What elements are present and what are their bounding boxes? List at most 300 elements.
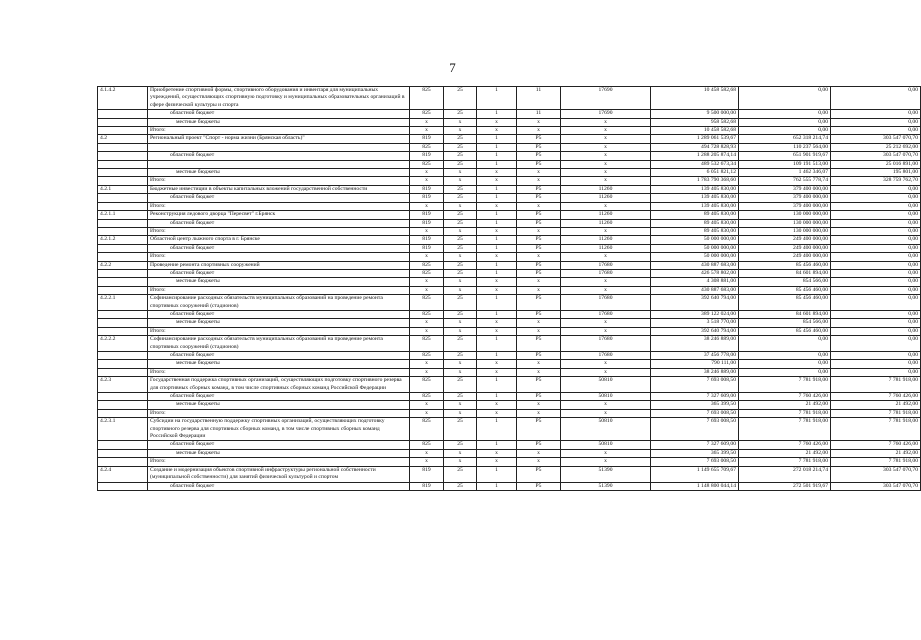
- row-code: 4.2: [98, 135, 148, 143]
- row-ds: P5: [517, 135, 561, 143]
- row-ds: х: [517, 227, 561, 235]
- row-value-2: 1 462 346,07: [739, 169, 831, 177]
- row-cs: 51390: [561, 466, 651, 482]
- row-value-2: 84 601 894,00: [739, 269, 831, 277]
- row-grbs: х: [410, 127, 444, 135]
- row-value-2: 249 400 000,00: [739, 236, 831, 244]
- row-pr: х: [477, 327, 517, 335]
- row-value-1: 1 289 061 539,67: [651, 135, 739, 143]
- row-grbs: 819: [410, 219, 444, 227]
- row-cs: х: [561, 127, 651, 135]
- row-value-2: 85 456 460,00: [739, 286, 831, 294]
- row-rz: х: [444, 278, 477, 286]
- row-name: областной бюджет: [148, 393, 410, 401]
- row-name: Государственная поддержка спортивных организаций, осуществляющих подготовку спортивного резерва для спортивных сборных команд, в том числе спортивных сборных команд Российской Федерации: [148, 377, 410, 393]
- row-name: областной бюджет: [148, 269, 410, 277]
- row-code: [98, 110, 148, 118]
- row-value-2: 130 000 000,00: [739, 219, 831, 227]
- table-row: [98, 185, 921, 193]
- row-grbs: 819: [410, 185, 444, 193]
- row-pr: 1: [477, 160, 517, 168]
- row-name: областной бюджет: [148, 219, 410, 227]
- row-value-1: 392 640 794,00: [651, 327, 739, 335]
- row-value-1: 4 308 881,00: [651, 278, 739, 286]
- row-value-2: 272 018 214,74: [739, 466, 831, 482]
- row-value-1: 6 051 821,12: [651, 169, 739, 177]
- row-cs: 11260: [561, 185, 651, 193]
- row-ds: P5: [517, 236, 561, 244]
- total-row: [98, 368, 921, 376]
- row-pr: 1: [477, 143, 517, 151]
- row-pr: 1: [477, 87, 517, 110]
- row-code: [98, 227, 148, 235]
- row-rz: 25: [444, 418, 477, 441]
- row-ds: P5: [517, 377, 561, 393]
- row-value-1: 489 532 673,34: [651, 160, 739, 168]
- row-rz: х: [444, 286, 477, 294]
- row-name: Итого:: [148, 327, 410, 335]
- total-row: [98, 227, 921, 235]
- row-grbs: х: [410, 177, 444, 185]
- row-grbs: 825: [410, 87, 444, 110]
- row-grbs: 825: [410, 377, 444, 393]
- row-pr: 1: [477, 466, 517, 482]
- row-pr: х: [477, 169, 517, 177]
- row-name: областной бюджет: [148, 482, 410, 490]
- row-value-2: 7 781 918,00: [739, 458, 831, 466]
- row-rz: х: [444, 253, 477, 261]
- table-row: [98, 219, 921, 227]
- row-code: 4.2.4: [98, 466, 148, 482]
- row-value-2: 379 400 000,00: [739, 202, 831, 210]
- row-value-1: 365 399,50: [651, 401, 739, 409]
- row-name: Субсидии на государственную поддержку спортивных организаций, осуществляющих подготовку спортивного резерва для спортивных сборных команд, в том числе спортивных сборных команд Российской Федерации: [148, 418, 410, 441]
- row-grbs: х: [410, 118, 444, 126]
- row-rz: х: [444, 118, 477, 126]
- row-code: [98, 319, 148, 327]
- row-name: Итого:: [148, 127, 410, 135]
- row-grbs: х: [410, 286, 444, 294]
- row-ds: х: [517, 401, 561, 409]
- row-cs: х: [561, 160, 651, 168]
- row-code: [98, 352, 148, 360]
- table-row: [98, 310, 921, 318]
- row-name: Итого:: [148, 409, 410, 417]
- row-name: областной бюджет: [148, 352, 410, 360]
- row-rz: 25: [444, 244, 477, 252]
- row-value-1: 10 458 582,68: [651, 87, 739, 110]
- row-name: Итого:: [148, 458, 410, 466]
- row-pr: х: [477, 409, 517, 417]
- row-value-2: 85 456 460,00: [739, 327, 831, 335]
- row-value-2: 0,00: [739, 127, 831, 135]
- row-value-2: 854 566,00: [739, 319, 831, 327]
- row-code: 4.2.2: [98, 261, 148, 269]
- row-rz: 25: [444, 393, 477, 401]
- row-value-1: 89 405 830,00: [651, 219, 739, 227]
- table-row: [98, 418, 921, 441]
- row-value-1: 89 405 830,00: [651, 211, 739, 219]
- row-ds: P5: [517, 336, 561, 352]
- row-grbs: 819: [410, 135, 444, 143]
- page-number: 7: [449, 60, 456, 75]
- row-value-1: 7 693 008,50: [651, 409, 739, 417]
- row-cs: 17680: [561, 352, 651, 360]
- row-value-3: 195 801,00: [831, 169, 921, 177]
- row-code: 4.2.3.1: [98, 418, 148, 441]
- row-ds: х: [517, 327, 561, 335]
- row-ds: х: [517, 202, 561, 210]
- row-ds: P5: [517, 441, 561, 449]
- row-value-3: 0,00: [831, 336, 921, 352]
- row-value-1: 50 000 000,00: [651, 253, 739, 261]
- row-pr: 1: [477, 441, 517, 449]
- row-cs: 11260: [561, 236, 651, 244]
- row-grbs: 825: [410, 143, 444, 151]
- row-rz: х: [444, 368, 477, 376]
- row-cs: 50810: [561, 418, 651, 441]
- row-value-2: 21 492,00: [739, 401, 831, 409]
- row-value-2: 0,00: [739, 368, 831, 376]
- row-value-3: 7 760 426,00: [831, 441, 921, 449]
- table-row: [98, 211, 921, 219]
- row-name: местные бюджеты: [148, 319, 410, 327]
- row-value-1: 430 887 683,00: [651, 286, 739, 294]
- row-value-1: 50 000 000,00: [651, 236, 739, 244]
- row-value-2: 21 492,00: [739, 449, 831, 457]
- table-row: [98, 261, 921, 269]
- row-code: [98, 202, 148, 210]
- row-grbs: 819: [410, 152, 444, 160]
- row-value-1: 89 405 830,00: [651, 227, 739, 235]
- row-value-3: 0,00: [831, 118, 921, 126]
- row-code: [98, 401, 148, 409]
- table-row: [98, 110, 921, 118]
- row-code: 4.1.4.2: [98, 87, 148, 110]
- row-cs: х: [561, 327, 651, 335]
- row-code: [98, 269, 148, 277]
- row-grbs: 825: [410, 352, 444, 360]
- row-value-1: 9 500 000,00: [651, 110, 739, 118]
- row-grbs: х: [410, 202, 444, 210]
- row-value-1: 7 327 609,00: [651, 441, 739, 449]
- row-value-1: 38 246 889,00: [651, 336, 739, 352]
- row-pr: 1: [477, 261, 517, 269]
- row-grbs: х: [410, 449, 444, 457]
- row-ds: P5: [517, 269, 561, 277]
- row-value-1: 139 405 830,00: [651, 194, 739, 202]
- row-pr: х: [477, 458, 517, 466]
- row-ds: P5: [517, 261, 561, 269]
- row-rz: 25: [444, 87, 477, 110]
- row-ds: х: [517, 127, 561, 135]
- row-cs: 11260: [561, 219, 651, 227]
- row-ds: х: [517, 118, 561, 126]
- row-rz: 25: [444, 160, 477, 168]
- row-pr: 1: [477, 418, 517, 441]
- row-value-1: 3 518 770,00: [651, 319, 739, 327]
- table-row: [98, 449, 921, 457]
- row-ds: х: [517, 368, 561, 376]
- row-name: областной бюджет: [148, 244, 410, 252]
- row-value-3: 0,00: [831, 194, 921, 202]
- row-pr: х: [477, 401, 517, 409]
- row-name: Проведение ремонта спортивных сооружений: [148, 261, 410, 269]
- total-row: [98, 458, 921, 466]
- row-rz: х: [444, 401, 477, 409]
- row-code: [98, 441, 148, 449]
- row-rz: 25: [444, 185, 477, 193]
- row-code: 4.2.1.1: [98, 211, 148, 219]
- row-grbs: 825: [410, 261, 444, 269]
- row-value-3: 21 492,00: [831, 401, 921, 409]
- row-grbs: х: [410, 360, 444, 368]
- row-value-1: 365 399,50: [651, 449, 739, 457]
- row-value-3: 7 760 426,00: [831, 393, 921, 401]
- row-grbs: 825: [410, 295, 444, 311]
- row-value-3: 0,00: [831, 261, 921, 269]
- row-code: [98, 393, 148, 401]
- total-row: [98, 177, 921, 185]
- row-name: Создание и модернизация объектов спортивной инфраструктуры региональной собственности (муниципальной собственности) для занятий физической культурой и спортом: [148, 466, 410, 482]
- row-ds: P5: [517, 310, 561, 318]
- row-pr: 1: [477, 152, 517, 160]
- row-pr: х: [477, 319, 517, 327]
- row-name: местные бюджеты: [148, 449, 410, 457]
- row-value-3: 0,00: [831, 236, 921, 244]
- row-value-3: 0,00: [831, 253, 921, 261]
- row-name: областной бюджет: [148, 441, 410, 449]
- row-grbs: х: [410, 409, 444, 417]
- row-ds: х: [517, 319, 561, 327]
- row-rz: 25: [444, 310, 477, 318]
- row-value-2: 379 400 000,00: [739, 185, 831, 193]
- row-pr: 1: [477, 219, 517, 227]
- row-grbs: 819: [410, 466, 444, 482]
- row-pr: 1: [477, 336, 517, 352]
- row-cs: 17680: [561, 295, 651, 311]
- row-grbs: 819: [410, 194, 444, 202]
- row-cs: 50810: [561, 441, 651, 449]
- row-value-3: 0,00: [831, 127, 921, 135]
- budget-table: [97, 86, 921, 491]
- row-cs: 11260: [561, 211, 651, 219]
- row-code: [98, 360, 148, 368]
- row-grbs: 825: [410, 418, 444, 441]
- row-cs: х: [561, 401, 651, 409]
- row-rz: х: [444, 449, 477, 457]
- row-name: местные бюджеты: [148, 169, 410, 177]
- row-grbs: 819: [410, 244, 444, 252]
- row-cs: 17680: [561, 310, 651, 318]
- row-name: Итого:: [148, 368, 410, 376]
- row-ds: P5: [517, 244, 561, 252]
- row-value-1: 392 640 794,00: [651, 295, 739, 311]
- row-rz: 25: [444, 194, 477, 202]
- table-row: [98, 352, 921, 360]
- row-ds: P5: [517, 185, 561, 193]
- row-value-3: 0,00: [831, 185, 921, 193]
- row-name: областной бюджет: [148, 310, 410, 318]
- row-rz: 25: [444, 219, 477, 227]
- row-cs: 17680: [561, 269, 651, 277]
- row-cs: х: [561, 177, 651, 185]
- row-value-1: 38 246 889,00: [651, 368, 739, 376]
- row-code: 4.2.1.2: [98, 236, 148, 244]
- row-value-2: 0,00: [739, 110, 831, 118]
- row-value-1: 790 111,00: [651, 360, 739, 368]
- row-pr: 1: [477, 211, 517, 219]
- row-pr: х: [477, 202, 517, 210]
- row-ds: х: [517, 409, 561, 417]
- row-value-2: 109 191 513,00: [739, 160, 831, 168]
- row-code: 4.2.2.1: [98, 295, 148, 311]
- row-value-1: 426 578 802,00: [651, 269, 739, 277]
- row-ds: P5: [517, 194, 561, 202]
- row-ds: P5: [517, 211, 561, 219]
- row-value-3: 0,00: [831, 352, 921, 360]
- row-cs: 50810: [561, 377, 651, 393]
- row-pr: 1: [477, 269, 517, 277]
- row-ds: P5: [517, 418, 561, 441]
- row-value-1: 139 405 830,00: [651, 185, 739, 193]
- row-rz: 25: [444, 135, 477, 143]
- row-name: областной бюджет: [148, 152, 410, 160]
- row-cs: х: [561, 135, 651, 143]
- table-row: [98, 169, 921, 177]
- row-name: [148, 160, 410, 168]
- row-value-1: 7 327 609,00: [651, 393, 739, 401]
- row-grbs: х: [410, 401, 444, 409]
- row-cs: 11260: [561, 244, 651, 252]
- row-value-1: 1 783 790 368,60: [651, 177, 739, 185]
- row-pr: х: [477, 368, 517, 376]
- row-value-1: 1 148 800 044,14: [651, 482, 739, 490]
- row-value-3: 303 547 070,70: [831, 466, 921, 482]
- row-value-1: 958 582,68: [651, 118, 739, 126]
- row-name: Региональный проект "Спорт - норма жизни (Брянская область)": [148, 135, 410, 143]
- row-name: местные бюджеты: [148, 278, 410, 286]
- row-value-2: 7 760 426,00: [739, 441, 831, 449]
- row-cs: 17690: [561, 87, 651, 110]
- table-row: [98, 236, 921, 244]
- row-value-3: 0,00: [831, 202, 921, 210]
- row-rz: х: [444, 177, 477, 185]
- row-code: [98, 219, 148, 227]
- row-rz: 25: [444, 211, 477, 219]
- row-cs: х: [561, 368, 651, 376]
- row-value-2: 249 400 000,00: [739, 244, 831, 252]
- row-code: [98, 253, 148, 261]
- row-grbs: 825: [410, 393, 444, 401]
- row-value-1: 389 122 024,00: [651, 310, 739, 318]
- row-rz: 25: [444, 295, 477, 311]
- row-code: [98, 118, 148, 126]
- row-grbs: 825: [410, 441, 444, 449]
- row-value-3: 0,00: [831, 368, 921, 376]
- table-row: [98, 135, 921, 143]
- total-row: [98, 202, 921, 210]
- row-code: [98, 482, 148, 490]
- row-rz: х: [444, 169, 477, 177]
- row-rz: 25: [444, 143, 477, 151]
- row-value-1: 1 288 205 874,14: [651, 152, 739, 160]
- row-pr: х: [477, 253, 517, 261]
- row-rz: х: [444, 227, 477, 235]
- row-pr: х: [477, 449, 517, 457]
- row-value-3: 25 212 692,00: [831, 143, 921, 151]
- row-code: [98, 368, 148, 376]
- table-row: [98, 278, 921, 286]
- table-row: [98, 360, 921, 368]
- row-value-3: 7 781 918,00: [831, 377, 921, 393]
- row-grbs: х: [410, 253, 444, 261]
- row-value-2: 651 901 919,67: [739, 152, 831, 160]
- row-ds: х: [517, 286, 561, 294]
- row-value-2: 130 000 000,00: [739, 227, 831, 235]
- row-value-3: 0,00: [831, 244, 921, 252]
- table-row: [98, 319, 921, 327]
- total-row: [98, 327, 921, 335]
- row-name: Софинансирование расходных обязательств муниципальных образований на проведение ремонта спортивных сооружений (стадионов): [148, 336, 410, 352]
- row-cs: х: [561, 169, 651, 177]
- row-cs: 17690: [561, 110, 651, 118]
- row-ds: P5: [517, 219, 561, 227]
- row-pr: х: [477, 360, 517, 368]
- row-code: 4.2.3: [98, 377, 148, 393]
- row-value-3: 0,00: [831, 87, 921, 110]
- row-code: [98, 177, 148, 185]
- total-row: [98, 409, 921, 417]
- row-value-1: 7 693 008,50: [651, 458, 739, 466]
- row-code: [98, 160, 148, 168]
- row-grbs: 825: [410, 336, 444, 352]
- row-value-2: 85 456 460,00: [739, 261, 831, 269]
- row-value-3: 0,00: [831, 327, 921, 335]
- row-pr: х: [477, 177, 517, 185]
- table-row: [98, 441, 921, 449]
- table-row: [98, 377, 921, 393]
- row-code: [98, 286, 148, 294]
- table-row: [98, 118, 921, 126]
- row-grbs: х: [410, 227, 444, 235]
- row-grbs: 819: [410, 482, 444, 490]
- total-row: [98, 253, 921, 261]
- row-pr: 1: [477, 185, 517, 193]
- row-pr: х: [477, 278, 517, 286]
- row-grbs: х: [410, 169, 444, 177]
- row-name: областной бюджет: [148, 110, 410, 118]
- row-code: [98, 310, 148, 318]
- row-grbs: х: [410, 327, 444, 335]
- total-row: [98, 127, 921, 135]
- row-cs: х: [561, 278, 651, 286]
- row-rz: х: [444, 327, 477, 335]
- row-rz: х: [444, 409, 477, 417]
- row-value-3: 0,00: [831, 286, 921, 294]
- row-value-3: 328 759 762,70: [831, 177, 921, 185]
- row-cs: х: [561, 409, 651, 417]
- row-value-2: 110 237 564,00: [739, 143, 831, 151]
- row-name: Реконструкция ледового дворца "Пересвет" г.Брянск: [148, 211, 410, 219]
- row-value-2: 652 318 214,74: [739, 135, 831, 143]
- row-rz: 25: [444, 441, 477, 449]
- row-cs: 11260: [561, 194, 651, 202]
- row-cs: х: [561, 118, 651, 126]
- row-code: 4.2.2.2: [98, 336, 148, 352]
- row-code: [98, 458, 148, 466]
- row-code: [98, 127, 148, 135]
